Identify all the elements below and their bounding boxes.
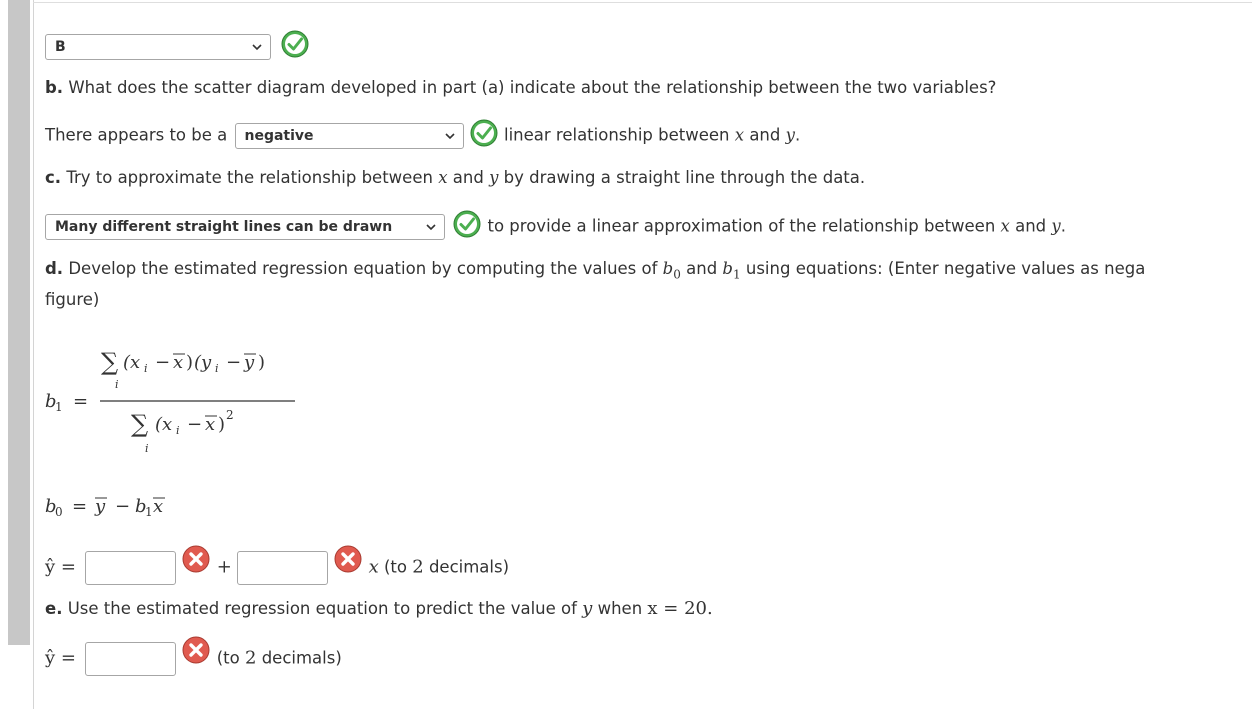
svg-text:∑: ∑ — [101, 348, 119, 376]
regression-equation-row — [45, 551, 509, 585]
x-circle-icon — [181, 635, 211, 665]
left-border — [33, 0, 34, 709]
prediction-input[interactable] — [85, 642, 176, 676]
part-e-question-mid: when — [597, 599, 643, 618]
part-a-select-value: B — [55, 39, 66, 55]
svg-text:i: i — [115, 378, 119, 391]
note-pre: (to — [383, 557, 407, 577]
part-a-select[interactable] — [45, 34, 271, 60]
svg-text:(x: (x — [155, 414, 173, 435]
svg-text:): ) — [218, 414, 226, 435]
svg-text:−: − — [115, 496, 131, 517]
svg-text:i: i — [144, 362, 148, 375]
svg-text:=: = — [73, 391, 89, 412]
svg-text:x: x — [153, 496, 164, 517]
svg-text:0: 0 — [55, 505, 63, 519]
svg-text:y: y — [95, 496, 106, 517]
top-border — [33, 2, 1252, 3]
svg-text:x: x — [173, 352, 184, 373]
lines-select-value: Many different straight lines can be drawn — [55, 219, 393, 235]
svg-text:i: i — [145, 442, 149, 455]
check-circle-icon — [452, 209, 482, 239]
and-text: and — [749, 125, 781, 145]
part-c-answer — [45, 214, 1066, 240]
x-circle-icon — [181, 544, 211, 574]
svg-text:−: − — [226, 352, 242, 373]
var-y: y — [489, 168, 499, 187]
check-circle-icon — [469, 118, 499, 148]
svg-text:b: b — [135, 496, 147, 517]
part-c-label: c. — [45, 168, 62, 187]
part-b-question-text: What does the scatter diagram developed in part (a) indicate about the relationship between the two variables? — [68, 78, 997, 97]
and-text: and — [1015, 216, 1047, 236]
yhat-label: ŷ = — [45, 556, 76, 578]
svg-text:(x: (x — [123, 352, 141, 373]
slope-input[interactable] — [237, 551, 328, 585]
yhat-label: ŷ = — [45, 647, 76, 669]
svg-text:(y: (y — [194, 352, 212, 373]
relationship-select[interactable] — [235, 123, 464, 149]
period: . — [1060, 216, 1066, 236]
chevron-down-icon — [251, 41, 263, 53]
svg-text:y: y — [244, 352, 255, 373]
svg-text:i: i — [176, 424, 180, 437]
var-y: y — [582, 598, 593, 619]
part-b-label: b. — [45, 78, 64, 97]
part-e-question-pre: Use the estimated regression equation to predict the value of — [67, 599, 577, 618]
x-equals-value: x = 20. — [647, 598, 713, 619]
and-text: and — [452, 168, 484, 187]
var-y: y — [1051, 216, 1061, 236]
part-c-answer-suffix: to provide a linear approximation of the relationship between — [487, 216, 996, 236]
svg-text:x: x — [205, 414, 216, 435]
var-x: x — [1000, 216, 1010, 236]
b0-formula — [45, 490, 205, 522]
check-circle-icon — [280, 29, 310, 59]
part-d-question-line2 — [45, 290, 99, 309]
svg-text:b: b — [45, 496, 57, 517]
svg-text:2: 2 — [226, 408, 234, 422]
svg-text:=: = — [72, 496, 88, 517]
var-x: x — [368, 556, 379, 578]
svg-text:−: − — [155, 352, 171, 373]
svg-text:): ) — [258, 352, 266, 373]
plus-sign: + — [216, 556, 232, 578]
period: . — [794, 125, 801, 145]
note-pre: (to — [216, 648, 240, 668]
part-b-answer — [45, 123, 800, 149]
part-e-answer-row — [45, 642, 342, 676]
part-a-row — [45, 34, 310, 60]
svg-text:1: 1 — [145, 505, 153, 519]
part-e-question — [45, 598, 713, 619]
part-d-question-line2-text: figure) — [45, 290, 100, 309]
b1-formula — [45, 340, 305, 460]
part-e-label: e. — [45, 599, 63, 618]
note-post: decimals) — [428, 557, 510, 577]
var-x: x — [438, 168, 448, 187]
svg-text:−: − — [187, 414, 203, 435]
lines-select[interactable] — [45, 214, 445, 240]
svg-text:): ) — [186, 352, 194, 373]
x-circle-icon — [333, 544, 363, 574]
svg-text:1: 1 — [55, 400, 63, 414]
b1-symbol: $b_1$ — [722, 259, 741, 282]
relationship-select-value: negative — [244, 128, 314, 144]
and-text: and — [686, 259, 718, 278]
part-d-label: d. — [45, 259, 64, 278]
intercept-input[interactable] — [85, 551, 176, 585]
left-gutter — [8, 0, 30, 645]
note-number: 2 — [412, 556, 424, 578]
note-number: 2 — [245, 647, 257, 669]
svg-text:i: i — [215, 362, 219, 375]
var-x: x — [734, 125, 745, 145]
part-d-question-line1-post: using equations: (Enter negative values as nega — [745, 259, 1146, 278]
part-b-question — [45, 78, 996, 97]
part-d-question — [45, 259, 1145, 281]
part-c-question-post: by drawing a straight line through the data. — [503, 168, 866, 187]
chevron-down-icon — [425, 221, 437, 233]
svg-text:b: b — [45, 391, 57, 412]
chevron-down-icon — [444, 130, 456, 142]
b0-symbol: $b_0$ — [662, 259, 681, 282]
part-d-question-line1: Develop the estimated regression equation by computing the values of — [68, 259, 658, 278]
note-post: decimals) — [261, 648, 342, 668]
part-b-answer-suffix: linear relationship between — [504, 125, 730, 145]
part-c-question-pre: Try to approximate the relationship between — [66, 168, 433, 187]
svg-text:∑: ∑ — [131, 410, 149, 438]
part-b-answer-prefix: There appears to be a — [45, 125, 228, 145]
part-c-question — [45, 168, 865, 187]
var-y: y — [785, 125, 795, 145]
